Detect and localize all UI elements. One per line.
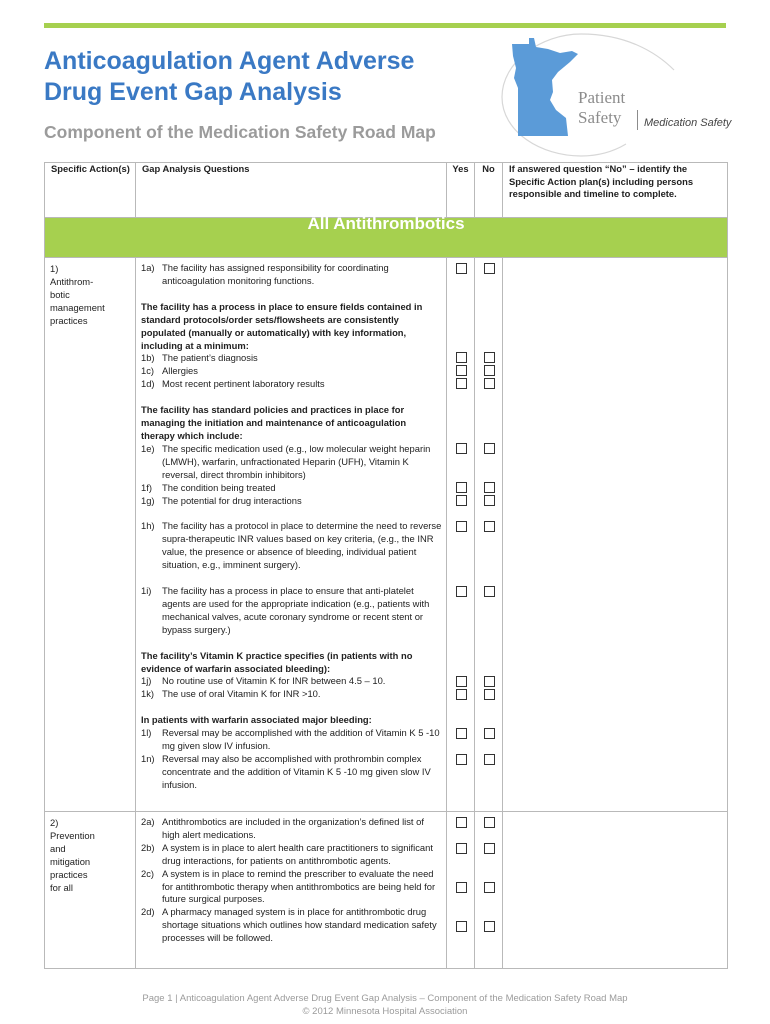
- no-checkbox-1e[interactable]: [484, 443, 495, 454]
- yes-checkbox-2a[interactable]: [456, 817, 467, 828]
- plan-cell-2[interactable]: [503, 812, 728, 969]
- yes-checkbox-1c[interactable]: [456, 365, 467, 376]
- question-1c: 1c) Allergies: [141, 365, 198, 377]
- action-label: Antithrom- botic management practices: [50, 275, 105, 326]
- table-row-section-2: [45, 812, 728, 969]
- no-checkbox-2d[interactable]: [484, 921, 495, 932]
- no-checkbox-1h[interactable]: [484, 521, 495, 532]
- action-label: Prevention and mitigation practices for all: [50, 829, 95, 893]
- yes-checkbox-2b[interactable]: [456, 843, 467, 854]
- no-checkbox-1n[interactable]: [484, 754, 495, 765]
- question-2b: 2b) A system is in place to alert health care practitioners to significant drug interactions, for patients on antithrombotic agents.: [141, 841, 433, 866]
- no-checkbox-1a[interactable]: [484, 263, 495, 274]
- col-header-action: Specific Action(s): [45, 163, 136, 218]
- yes-checkbox-1h[interactable]: [456, 521, 467, 532]
- question-1n: 1n) Reversal may also be accomplished with prothrombin complex concentrate and the addition of Vitamin K 5 -10 mg given slow IV infusion.: [141, 753, 431, 790]
- plan-cell-1[interactable]: [503, 258, 728, 812]
- questions-cell-1: [136, 258, 447, 812]
- question-1i: 1i) The facility has a process in place to ensure that anti-platelet agents are used for the appropriate indication (e.g., patients with mechanical valves, acute coronary syndrome or recent stent or bypass surgery.): [141, 585, 430, 635]
- question-2d: 2d) A pharmacy managed system is in place for antithrombotic drug shortage situations which outlines how standard medication safety processes will be followed.: [141, 906, 437, 944]
- title-line-2: Drug Event Gap Analysis: [44, 78, 342, 106]
- question-1b: 1b) The patient’s diagnosis: [141, 352, 258, 364]
- yes-checkbox-1b[interactable]: [456, 352, 467, 363]
- no-checkbox-2a[interactable]: [484, 817, 495, 828]
- top-accent-bar: [44, 23, 726, 28]
- no-checkbox-1l[interactable]: [484, 728, 495, 739]
- yes-checkbox-2c[interactable]: [456, 882, 467, 893]
- yes-checkbox-1n[interactable]: [456, 754, 467, 765]
- yes-checkbox-2d[interactable]: [456, 921, 467, 932]
- yes-checkbox-1l[interactable]: [456, 728, 467, 739]
- page-footer: [0, 992, 770, 1018]
- no-checkbox-1j[interactable]: [484, 676, 495, 687]
- group-heading-1e: The facility has standard policies and practices in place for managing the initiation and maintenance of anticoagulation therapy which include:: [141, 404, 407, 441]
- no-checkbox-1c[interactable]: [484, 365, 495, 376]
- title-line-1: Anticoagulation Agent Adverse: [44, 47, 415, 75]
- action-cell-1: [45, 258, 136, 812]
- action-cell-2: [45, 812, 136, 969]
- col-header-no: No: [475, 163, 503, 218]
- yes-cell-2: [447, 812, 475, 969]
- footer-line-2: © 2012 Minnesota Hospital Association: [302, 1006, 468, 1017]
- question-1k: 1k) The use of oral Vitamin K for INR >10.: [141, 688, 321, 700]
- logo-line-2: Safety: [578, 108, 622, 127]
- yes-checkbox-1f[interactable]: [456, 482, 467, 493]
- footer-line-1: Page 1 | Anticoagulation Agent Adverse Drug Event Gap Analysis – Component of the Medication Safety Road Map: [142, 993, 628, 1004]
- question-1g: 1g) The potential for drug interactions: [141, 494, 302, 506]
- no-checkbox-1i[interactable]: [484, 586, 495, 597]
- col-header-plan: If answered question “No” – identify the Specific Action plan(s) including persons responsible and timeline to complete.: [503, 163, 728, 218]
- question-1d: 1d) Most recent pertinent laboratory results: [141, 378, 325, 390]
- no-cell-2: [475, 812, 503, 969]
- question-1l: 1l) Reversal may be accomplished with the addition of Vitamin K 5 -10 mg given slow IV infusion.: [141, 727, 440, 752]
- section-band-title: All Antithrombotics: [45, 218, 728, 258]
- no-checkbox-2c[interactable]: [484, 882, 495, 893]
- table-row-section-1: [45, 258, 728, 812]
- no-checkbox-1k[interactable]: [484, 689, 495, 700]
- yes-checkbox-1j[interactable]: [456, 676, 467, 687]
- questions-cell-2: [136, 812, 447, 969]
- col-header-yes: Yes: [447, 163, 475, 218]
- gap-analysis-table: [44, 162, 728, 969]
- question-1f: 1f) The condition being treated: [141, 481, 276, 493]
- no-checkbox-1g[interactable]: [484, 495, 495, 506]
- yes-checkbox-1g[interactable]: [456, 495, 467, 506]
- question-1j: 1j) No routine use of Vitamin K for INR between 4.5 – 10.: [141, 675, 386, 687]
- yes-checkbox-1a[interactable]: [456, 263, 467, 274]
- group-heading-1j: The facility’s Vitamin K practice specifies (in patients with no evidence of warfarin associated bleeding):: [141, 649, 413, 674]
- page-title: [44, 46, 504, 108]
- yes-checkbox-1e[interactable]: [456, 443, 467, 454]
- action-number: 2): [50, 817, 59, 828]
- question-2c: 2c) A system is in place to remind the prescriber to evaluate the need for antithrombotic therapy when antithrombotics are being held for future surgical purposes.: [141, 867, 436, 905]
- logo-divider: [637, 110, 638, 130]
- question-1h: 1h) The facility has a protocol in place to determine the need to reverse supra-therapeutic INR values based on key criteria, (e.g., the INR value, the presence or absence of bleeding, individual patient situation, e.g., imminent surgery).: [141, 520, 442, 571]
- page-subtitle: Component of the Medication Safety Road Map: [44, 122, 436, 142]
- no-checkbox-1b[interactable]: [484, 352, 495, 363]
- question-1e: 1e) The specific medication used (e.g., low molecular weight heparin (LMWH), warfarin, unfractionated Heparin (UFH), Vitamin K reversal, direct thrombin inhibitors): [141, 442, 431, 480]
- no-checkbox-1d[interactable]: [484, 378, 495, 389]
- no-checkbox-1f[interactable]: [484, 482, 495, 493]
- group-heading-1l: In patients with warfarin associated major bleeding:: [141, 714, 372, 726]
- yes-checkbox-1k[interactable]: [456, 689, 467, 700]
- question-1a: 1a) The facility has assigned responsibility for coordinating anticoagulation monitoring functions.: [141, 262, 389, 286]
- yes-checkbox-1d[interactable]: [456, 378, 467, 389]
- action-number: 1): [50, 263, 59, 274]
- question-2a: 2a) Antithrombotics are included in the organization’s defined list of high alert medications.: [141, 816, 424, 840]
- section-band-row: [45, 218, 728, 258]
- no-checkbox-2b[interactable]: [484, 843, 495, 854]
- yes-checkbox-1i[interactable]: [456, 586, 467, 597]
- table-header-row: [45, 163, 728, 218]
- logo-wordmark: [578, 88, 732, 129]
- group-heading-1b: The facility has a process in place to ensure fields contained in standard protocols/order sets/flowsheets are consistently populated (manually or automatically) with key information, including at a minimum:: [141, 300, 423, 351]
- logo-line-1: Patient: [578, 88, 626, 107]
- no-cell-1: [475, 258, 503, 812]
- yes-cell-1: [447, 258, 475, 812]
- col-header-questions: Gap Analysis Questions: [136, 163, 447, 218]
- logo-tagline: Medication Safety: [644, 117, 732, 129]
